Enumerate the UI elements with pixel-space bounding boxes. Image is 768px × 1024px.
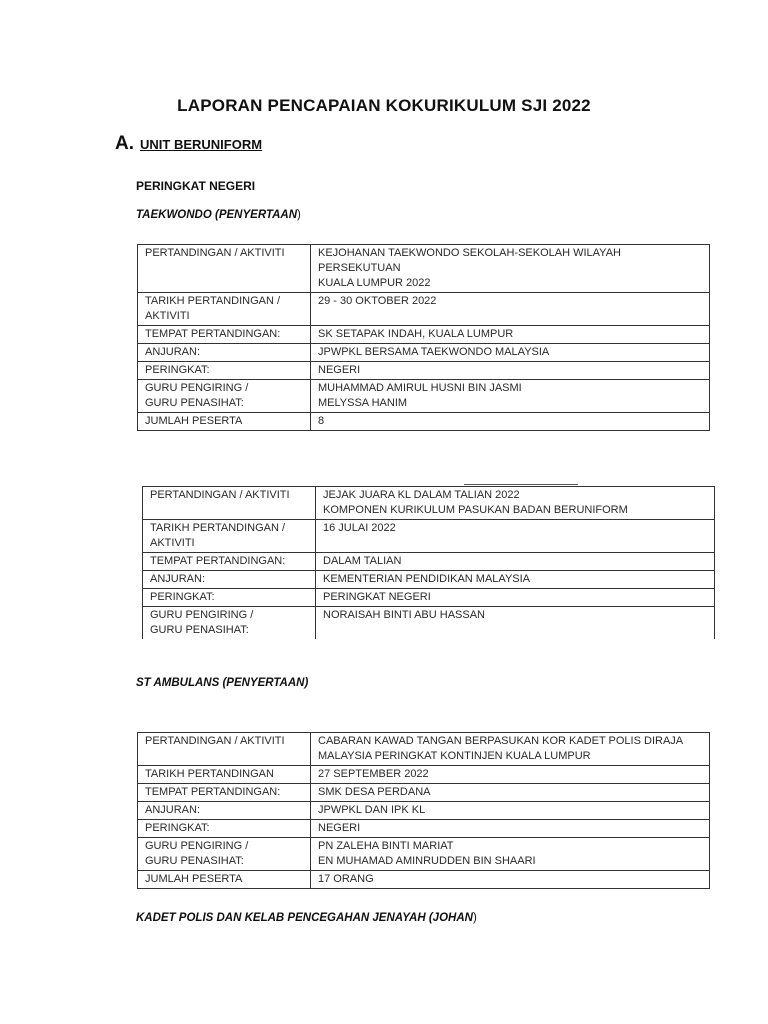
row-label: PERINGKAT: [138, 362, 311, 380]
row-value: PERINGKAT NEGERI [316, 589, 715, 607]
row-label: ANJURAN: [143, 571, 316, 589]
row-label: TARIKH PERTANDINGAN / AKTIVITI [138, 293, 311, 326]
table-row [138, 362, 710, 380]
row-value: 27 SEPTEMBER 2022 [311, 766, 710, 784]
row-value: PN ZALEHA BINTI MARIAT EN MUHAMAD AMINRUDDEN BIN SHAARI [311, 838, 710, 871]
row-label: TARIKH PERTANDINGAN [138, 766, 311, 784]
row-value: 16 JULAI 2022 [316, 520, 715, 553]
row-label: TEMPAT PERTANDINGAN: [138, 326, 311, 344]
section-name: UNIT BERUNIFORM [140, 137, 263, 152]
row-label: PERTANDINGAN / AKTIVITI [143, 487, 316, 520]
table-taekwondo [137, 244, 710, 431]
faint-divider [464, 484, 578, 485]
table-row [138, 820, 710, 838]
table-row [143, 607, 715, 640]
row-value: NEGERI [311, 820, 710, 838]
event-heading-st-ambulans [136, 677, 308, 689]
row-value: SMK DESA PERDANA [311, 784, 710, 802]
event-heading-tail: ) [297, 209, 301, 221]
table-row [138, 413, 710, 431]
event-heading-main: KADET POLIS DAN KELAB PENCEGAHAN JENAYAH (JOHAN [136, 912, 473, 924]
table-row [138, 245, 710, 293]
table-row [143, 571, 715, 589]
row-value: 29 - 30 OKTOBER 2022 [311, 293, 710, 326]
row-label: GURU PENGIRING / GURU PENASIHAT: [143, 607, 316, 640]
row-value: 17 ORANG [311, 871, 710, 889]
event-heading-taekwondo [136, 209, 301, 221]
table-row [138, 802, 710, 820]
section-heading [115, 133, 262, 155]
table-st-ambulans [137, 732, 710, 889]
row-value: KEMENTERIAN PENDIDIKAN MALAYSIA [316, 571, 715, 589]
row-value: JPWPKL DAN IPK KL [311, 802, 710, 820]
row-label: GURU PENGIRING / GURU PENASIHAT: [138, 380, 311, 413]
table-jejak-juara [142, 486, 715, 639]
table-row [138, 326, 710, 344]
row-value: CABARAN KAWAD TANGAN BERPASUKAN KOR KADET POLIS DIRAJA MALAYSIA PERINGKAT KONTINJEN KUALA LUMPUR [311, 733, 710, 766]
table-row [138, 784, 710, 802]
row-label: ANJURAN: [138, 802, 311, 820]
row-value: NEGERI [311, 362, 710, 380]
row-value: KEJOHANAN TAEKWONDO SEKOLAH-SEKOLAH WILAYAH PERSEKUTUAN KUALA LUMPUR 2022 [311, 245, 710, 293]
section-letter: A. [115, 133, 134, 154]
document-title: LAPORAN PENCAPAIAN KOKURIKULUM SJI 2022 [177, 96, 591, 115]
event-heading-main: TAEKWONDO (PENYERTAAN [136, 209, 297, 221]
row-value: DALAM TALIAN [316, 553, 715, 571]
table-row [143, 520, 715, 553]
row-label: PERTANDINGAN / AKTIVITI [138, 245, 311, 293]
row-value: MUHAMMAD AMIRUL HUSNI BIN JASMI MELYSSA HANIM [311, 380, 710, 413]
event-heading-tail: ) [472, 912, 477, 924]
table-row [143, 589, 715, 607]
row-value: NORAISAH BINTI ABU HASSAN [316, 607, 715, 640]
row-label: TEMPAT PERTANDINGAN: [138, 784, 311, 802]
row-label: GURU PENGIRING / GURU PENASIHAT: [138, 838, 311, 871]
row-label: PERINGKAT: [138, 820, 311, 838]
row-value: JEJAK JUARA KL DALAM TALIAN 2022 KOMPONEN KURIKULUM PASUKAN BADAN BERUNIFORM [316, 487, 715, 520]
row-label: TEMPAT PERTANDINGAN: [143, 553, 316, 571]
row-label: ANJURAN: [138, 344, 311, 362]
table-row [138, 871, 710, 889]
table-row [138, 293, 710, 326]
row-label: TARIKH PERTANDINGAN / AKTIVITI [143, 520, 316, 553]
table-row [138, 766, 710, 784]
table-row [138, 380, 710, 413]
table-row [143, 487, 715, 520]
row-label: JUMLAH PESERTA [138, 871, 311, 889]
table-row [138, 344, 710, 362]
row-label: PERINGKAT: [143, 589, 316, 607]
event-heading-kadet-polis [136, 912, 477, 924]
table-row [138, 838, 710, 871]
event-heading-main: ST AMBULANS (PENYERTAAN) [136, 677, 309, 689]
row-label: JUMLAH PESERTA [138, 413, 311, 431]
level-heading: PERINGKAT NEGERI [136, 179, 256, 193]
row-value: 8 [311, 413, 710, 431]
table-row [138, 733, 710, 766]
row-value: SK SETAPAK INDAH, KUALA LUMPUR [311, 326, 710, 344]
row-value: JPWPKL BERSAMA TAEKWONDO MALAYSIA [311, 344, 710, 362]
row-label: PERTANDINGAN / AKTIVITI [138, 733, 311, 766]
table-row [143, 553, 715, 571]
